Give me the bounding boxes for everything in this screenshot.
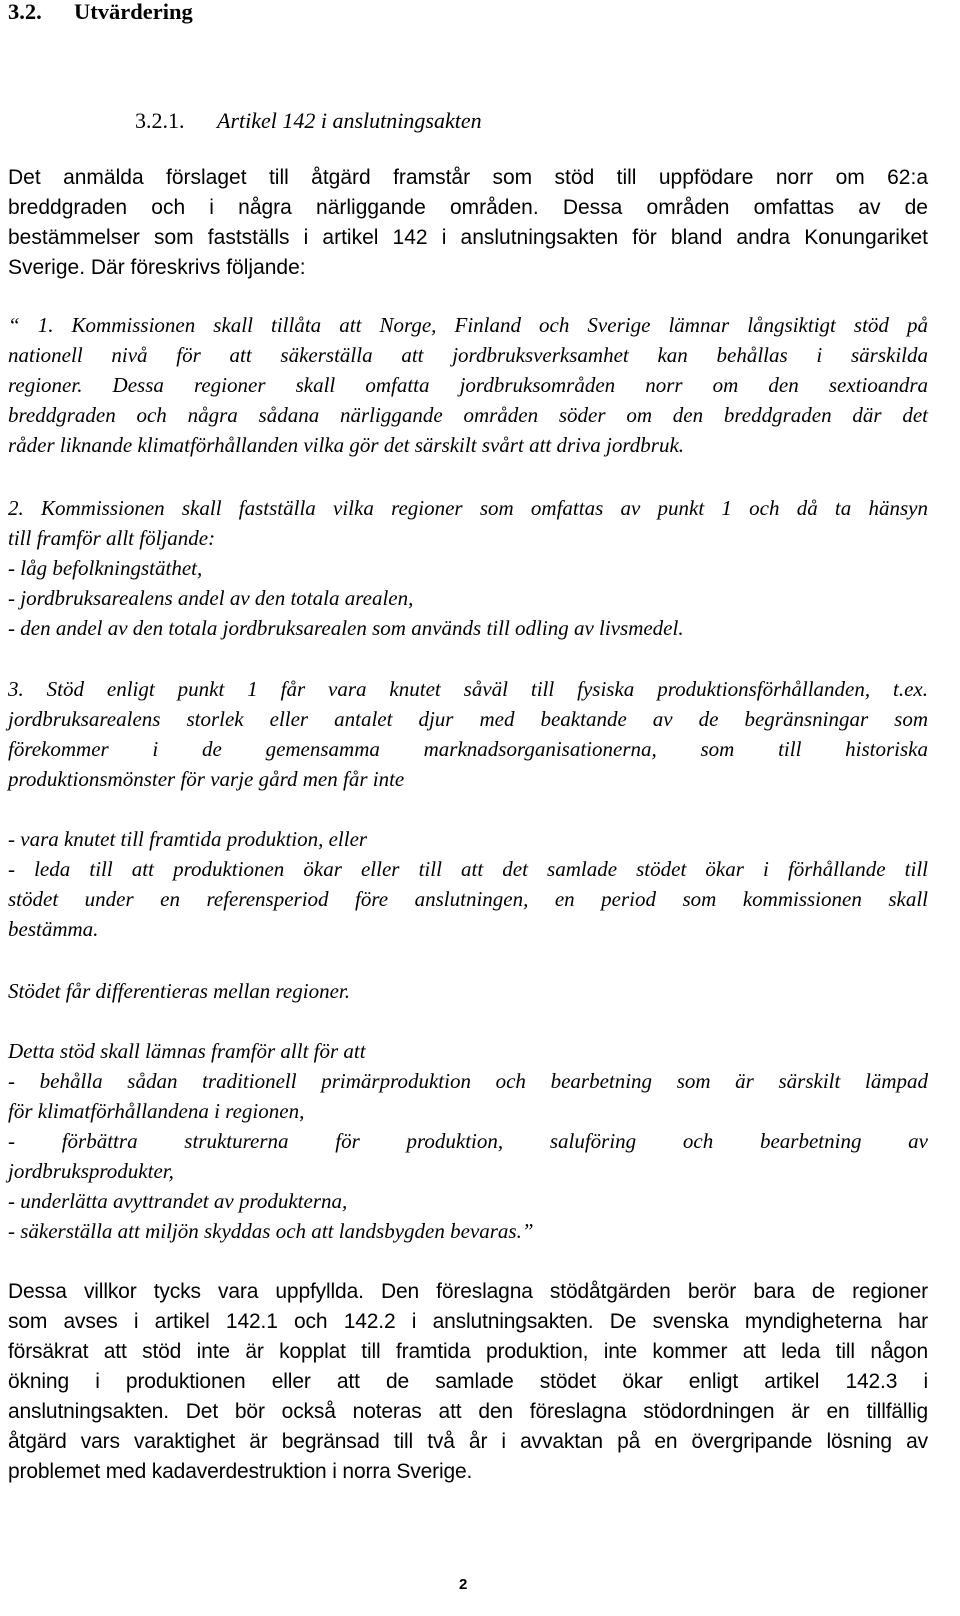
text-line: åtgärd vars varaktighet är begränsad till två år i avvaktan på en övergripande lösning av <box>8 1430 928 1453</box>
list-item: - låg befolkningstäthet, <box>8 556 203 580</box>
text-line: försäkrat att stöd inte är kopplat till framtida produktion, inte kommer att leda till någon <box>8 1340 928 1363</box>
text-line: 2. Kommissionen skall fastställa vilka regioner som omfattas av punkt 1 och då ta hänsyn <box>8 496 928 520</box>
subsection-heading <box>135 107 482 135</box>
list-item: - förbättra strukturerna för produktion, saluföring och bearbetning av <box>8 1129 928 1153</box>
list-item: - leda till att produktionen ökar eller till att det samlade stödet ökar i förhållande till <box>8 857 928 881</box>
quote-paragraph-2 <box>8 493 928 643</box>
text-line: som avses i artikel 142.1 och 142.2 i anslutningsakten. De svenska myndigheterna har <box>8 1310 928 1333</box>
section-title: Utvärdering <box>74 0 193 24</box>
section-heading <box>8 0 193 26</box>
quote-paragraph-6 <box>8 1036 928 1246</box>
text-line: förekommer i de gemensamma marknadsorganisationerna, som till historiska <box>8 737 928 761</box>
text-line: 3. Stöd enligt punkt 1 får vara knutet såväl till fysiska produktionsförhållanden, t.ex. <box>8 677 928 701</box>
list-item: - underlätta avyttrandet av produkterna, <box>8 1189 348 1213</box>
text-line: råder liknande klimatförhållanden vilka gör det särskilt svårt att driva jordbruk. <box>8 433 685 457</box>
quote-paragraph-4 <box>8 824 928 944</box>
list-item: - behålla sådan traditionell primärproduktion och bearbetning som är särskilt lämpad <box>8 1069 928 1093</box>
text-line: “ 1. Kommissionen skall tillåta att Norge, Finland och Sverige lämnar långsiktigt stöd på <box>8 313 928 337</box>
text-line: produktionsmönster för varje gård men får inte <box>8 767 405 791</box>
text-line: stödet under en referensperiod före anslutningen, en period som kommissionen skall <box>8 887 928 911</box>
list-item: - den andel av den totala jordbruksarealen som används till odling av livsmedel. <box>8 616 684 640</box>
list-item: - vara knutet till framtida produktion, eller <box>8 827 368 851</box>
text-line: för klimatförhållandena i regionen, <box>8 1099 305 1123</box>
text-line: Det anmälda förslaget till åtgärd framstår som stöd till uppfödare norr om 62:a <box>8 166 928 189</box>
text-line: Stödet får differentieras mellan regioner. <box>8 979 350 1003</box>
text-line: jordbruksarealens storlek eller antalet djur med beaktande av de begränsningar som <box>8 707 928 731</box>
page-number: 2 <box>459 1576 468 1593</box>
text-line: till framför allt följande: <box>8 526 216 550</box>
intro-paragraph <box>8 163 928 283</box>
text-line: Sverige. Där föreskrivs följande: <box>8 256 306 279</box>
subsection-title: Artikel 142 i anslutningsakten <box>217 108 482 133</box>
subsection-number: 3.2.1. <box>135 108 185 133</box>
text-line: Detta stöd skall lämnas framför allt för att <box>8 1039 366 1063</box>
list-item: - säkerställa att miljön skyddas och att landsbygden bevaras.” <box>8 1219 534 1243</box>
quote-paragraph-3 <box>8 674 928 794</box>
text-line: problemet med kadaverdestruktion i norra Sverige. <box>8 1460 473 1483</box>
section-number: 3.2. <box>8 0 42 24</box>
quote-paragraph-5 <box>8 976 928 1006</box>
text-line: ökning i produktionen eller att de samlade stödet ökar enligt artikel 142.3 i <box>8 1370 928 1393</box>
quote-paragraph-1 <box>8 310 928 460</box>
text-line: breddgraden och några sådana närliggande områden söder om den breddgraden där det <box>8 403 928 427</box>
list-item: - jordbruksarealens andel av den totala arealen, <box>8 586 414 610</box>
text-line: regioner. Dessa regioner skall omfatta jordbruksområden norr om den sextioandra <box>8 373 928 397</box>
conclusion-paragraph <box>8 1277 928 1487</box>
text-line: breddgraden och i några närliggande områden. Dessa områden omfattas av de <box>8 196 928 219</box>
text-line: anslutningsakten. Det bör också noteras att den föreslagna stödordningen är en tillfällig <box>8 1400 928 1423</box>
text-line: jordbruksprodukter, <box>8 1159 174 1183</box>
text-line: bestämmelser som fastställs i artikel 142 i anslutningsakten för bland andra Konungariket <box>8 226 928 249</box>
text-line: Dessa villkor tycks vara uppfyllda. Den föreslagna stödåtgärden berör bara de regioner <box>8 1280 928 1303</box>
text-line: bestämma. <box>8 917 99 941</box>
text-line: nationell nivå för att säkerställa att jordbruksverksamhet kan behållas i särskilda <box>8 343 928 367</box>
